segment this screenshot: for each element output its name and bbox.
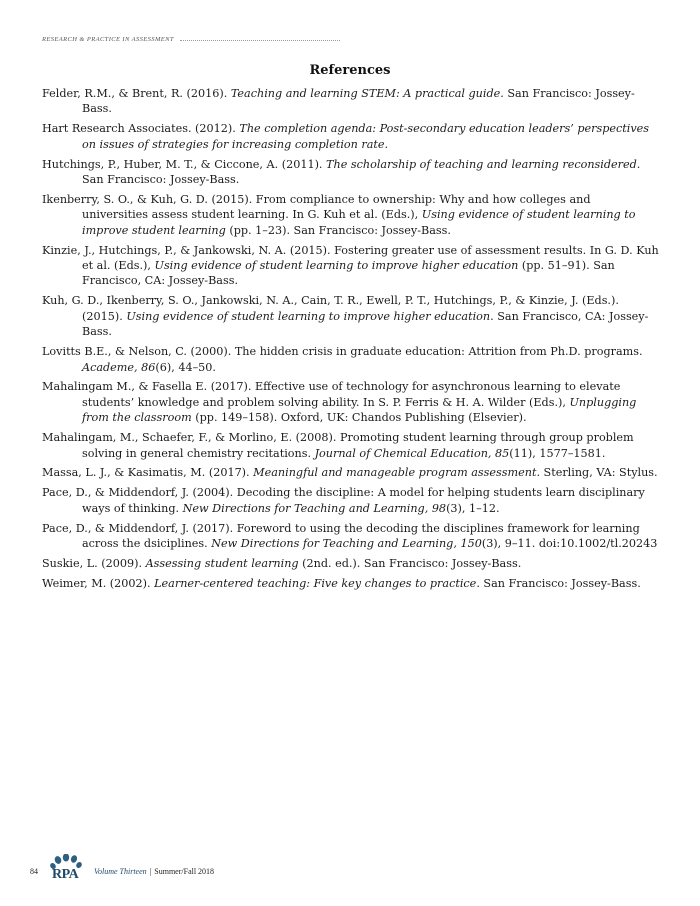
ref-text: Hart Research Associates. (2012). xyxy=(42,122,240,136)
reference-item xyxy=(42,485,660,516)
ref-text: (6), 44–50. xyxy=(155,360,216,374)
reference-item xyxy=(42,556,660,571)
ref-text: (3), 1–12. xyxy=(446,501,500,515)
ref-title: Unplugging from the classroom xyxy=(82,395,637,425)
running-head-dotted-rule xyxy=(180,40,340,41)
ref-text: Lovitts B.E., & Nelson, C. (2000). The hidden crisis in graduate education: Attrition from Ph.D. programs. xyxy=(42,345,643,359)
page-number: 84 xyxy=(30,866,38,876)
ref-title: Using evidence of student learning to improve higher education xyxy=(154,259,519,273)
ref-text: . San Francisco: Jossey-Bass. xyxy=(82,157,641,187)
ref-text: Massa, L. J., & Kasimatis, M. (2017). xyxy=(42,466,254,480)
ref-text: . San Francisco: Jossey-Bass. xyxy=(476,576,641,590)
ref-title: Journal of Chemical Education, 85 xyxy=(314,446,510,460)
ref-text: . San Francisco, CA: Jossey-Bass. xyxy=(82,309,649,339)
ref-text: Felder, R.M., & Brent, R. (2016). xyxy=(42,87,231,100)
ref-text: Mahalingam M., & Fasella E. (2017). Effective use of technology for asynchronous learning to elevate students’ knowledge and problem solving ability. In S. P. Ferris & H. A. Wilder (Eds.), xyxy=(42,380,621,409)
ref-title: Using evidence of student learning to improve student learning xyxy=(82,208,636,237)
ref-text: Ikenberry, S. O., & Kuh, G. D. (2015). From compliance to ownership: Why and how colleges and universities assess student learning. In G. Kuh et al. (Eds.), xyxy=(42,192,591,222)
ref-text: (pp. 51–91). San Francisco, CA: Jossey-Bass. xyxy=(82,259,615,288)
ref-text: Kuh, G. D., Ikenberry, S. O., Jankowski, N. A., Cain, T. R., Ewell, P. T., Hutchings, P., & Kinzie, J. (Eds.). (2015). xyxy=(42,294,619,323)
reference-item xyxy=(42,379,660,425)
logo-text: RPA xyxy=(52,867,79,882)
reference-item xyxy=(42,344,660,375)
ref-text: (pp. 1–23). San Francisco: Jossey-Bass. xyxy=(225,223,451,237)
ref-text: Kinzie, J., Hutchings, P., & Jankowski, N. A. (2015). Fostering greater use of assessment results. In G. D. Kuh et al. (Eds.), xyxy=(42,243,659,273)
volume-label: Volume Thirteen xyxy=(94,866,147,876)
reference-item xyxy=(42,430,660,461)
footer-separator: | xyxy=(149,866,152,876)
reference-item xyxy=(42,293,660,339)
ref-title: Using evidence of student learning to improve higher education xyxy=(126,309,491,323)
ref-text: (11), 1577–1581. xyxy=(509,446,606,460)
ref-title: Teaching and learning STEM: A practical guide xyxy=(230,87,501,100)
reference-item xyxy=(42,192,660,238)
ref-title: The scholarship of teaching and learning reconsidered xyxy=(326,157,637,171)
ref-text: . Sterling, VA: Stylus. xyxy=(536,466,658,480)
reference-item xyxy=(42,243,660,289)
ref-title: New Directions for Teaching and Learning, 150 xyxy=(211,537,482,551)
reference-item xyxy=(42,465,660,480)
ref-text: . xyxy=(384,137,389,151)
reference-item xyxy=(42,521,660,552)
ref-text: (2nd. ed.). San Francisco: Jossey-Bass. xyxy=(298,556,522,570)
ref-text: Hutchings, P., Huber, M. T., & Ciccone, A. (2011). xyxy=(42,157,327,171)
ref-text: Pace, D., & Middendorf, J. (2004). Decoding the discipline: A model for helping students learn disciplinary ways of thinking. xyxy=(42,486,645,515)
running-head xyxy=(42,36,340,43)
rpa-logo xyxy=(48,854,90,888)
ref-text: Pace, D., & Middendorf, J. (2017). Foreword to using the decoding the disciplines framework for learning across the dsiciplines. xyxy=(42,521,640,551)
reference-item xyxy=(42,86,660,117)
section-title: References xyxy=(309,63,391,78)
ref-title: New Directions for Teaching and Learning, 98 xyxy=(182,501,447,515)
ref-title: Academe, 86 xyxy=(82,360,156,374)
reference-item xyxy=(42,576,660,591)
ref-title: The completion agenda: Post-secondary education leaders’ perspectives on issues of strategies for increasing completion rate xyxy=(82,122,650,151)
ref-title: Learner-centered teaching: Five key changes to practice xyxy=(154,576,477,590)
ref-text: . San Francisco: Jossey-Bass. xyxy=(82,87,635,116)
ref-title: Assessing student learning xyxy=(145,556,299,570)
reference-list xyxy=(42,86,660,596)
issue-label: Summer/Fall 2018 xyxy=(154,866,215,876)
ref-text: Mahalingam, M., Schaefer, F., & Morlino, E. (2008). Promoting student learning through group problem solving in general chemistry recitations. xyxy=(42,431,634,460)
running-head-text: RESEARCH & PRACTICE IN ASSESSMENT xyxy=(42,36,174,43)
ref-text: Weimer, M. (2002). xyxy=(42,576,155,590)
ref-text: (pp. 149–158). Oxford, UK: Chandos Publishing (Elsevier). xyxy=(191,411,527,425)
page-footer xyxy=(30,854,214,888)
ref-text: (3), 9–11. doi:10.1002/tl.20243 xyxy=(481,537,658,551)
ref-title: Meaningful and manageable program assessment xyxy=(253,466,537,480)
reference-item xyxy=(42,157,660,188)
ref-text: Suskie, L. (2009). xyxy=(42,556,146,570)
reference-item xyxy=(42,121,660,152)
